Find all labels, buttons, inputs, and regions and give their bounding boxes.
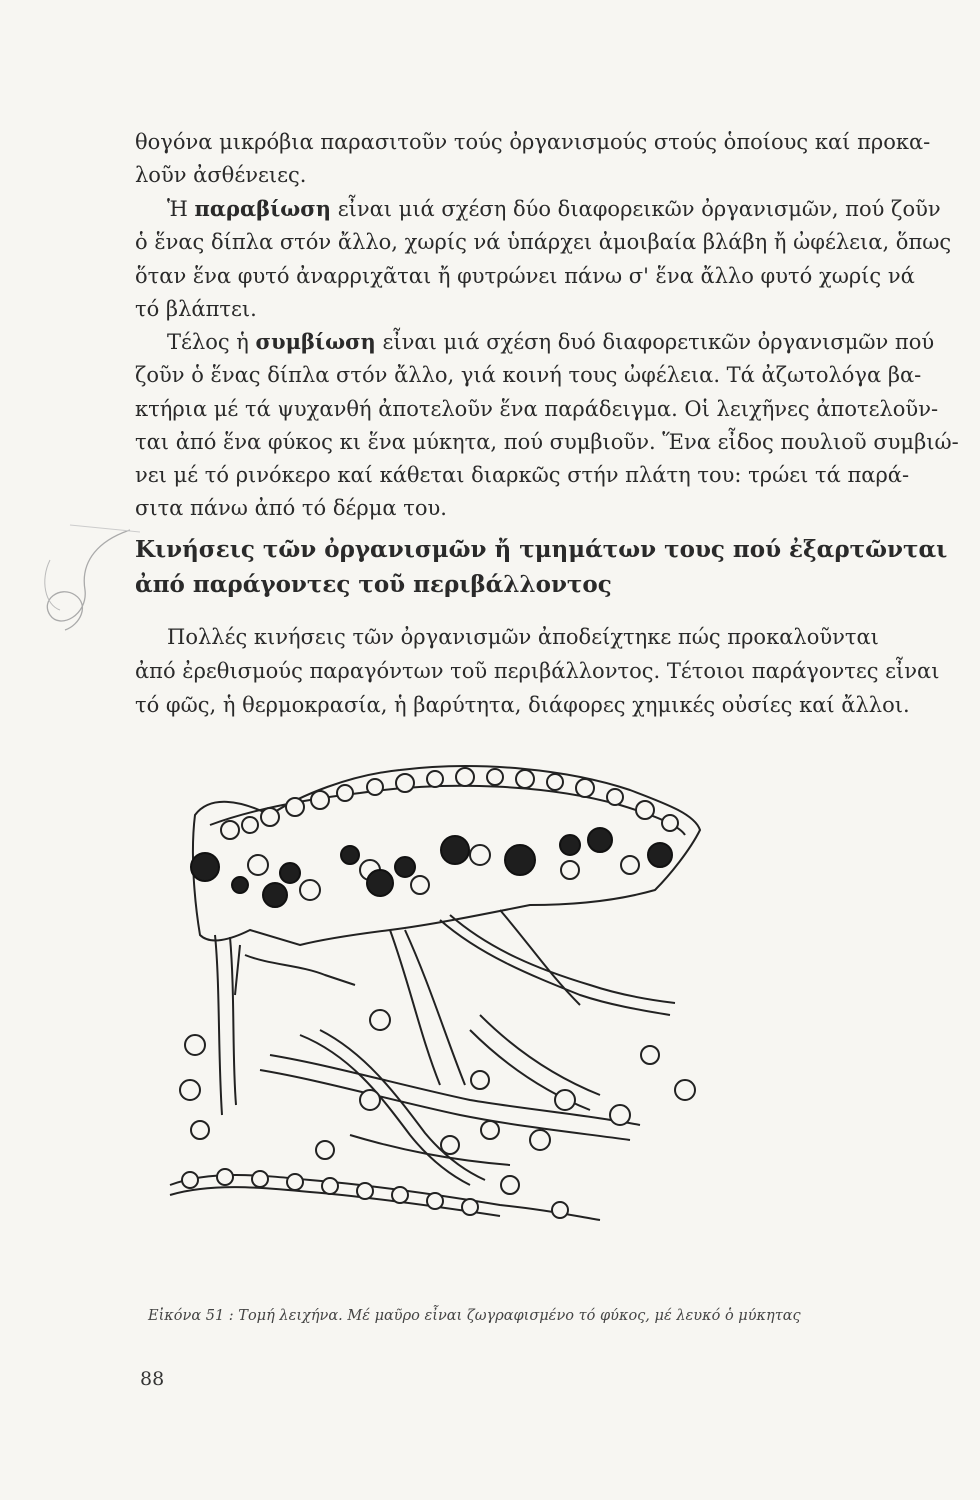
heading-line: ἀπό παράγοντες τοῦ περιβάλλοντος [135,571,612,598]
text-line [135,325,935,359]
text-line: θογόνα μικρόβια παρασιτοῦν τούς ὀργανισμούς στούς ὁποίους καί προκα- [135,130,931,154]
text-line: τό φῶς, ἡ θερμοκρασία, ἡ βαρύτητα, διάφορες χημικές οὐσίες καί ἄλλοι. [135,693,910,717]
heading-line: Κινήσεις τῶν ὀργανισμῶν ἤ τμημάτων τους πού ἐξαρτῶνται [135,536,948,563]
text-run: εἶναι μιά σχέση δυό διαφορετικῶν ὀργανισμῶν πού [375,330,935,354]
paragraph-parasitism-end [135,126,931,193]
page-number: 88 [140,1368,165,1390]
text-line: Πολλές κινήσεις τῶν ὀργανισμῶν ἀποδείχτηκε πώς προκαλοῦνται [167,625,879,649]
text-run: Ἡ [167,197,195,221]
text-line: ἀπό ἐρεθισμούς παραγόντων τοῦ περιβάλλοντος. Τέτοιοι παράγοντες εἶναι [135,659,940,683]
term-symbiosis: συμβίωση [255,329,376,354]
text-line: νει μέ τό ρινόκερο καί κάθεται διαρκῶς στήν πλάτη του: τρώει τά παρά- [135,463,910,488]
text-run: Τέλος ἡ [167,330,256,354]
text-line: κτήρια μέ τά ψυχανθή ἀποτελοῦν ἕνα παράδειγμα. Οἱ λειχῆνες ἀποτελοῦν- [135,396,939,421]
section-heading [135,532,948,602]
figure-caption: Εἰκόνα 51 : Τομή λειχήνα. Μέ μαῦρο εἶναι ζωγραφισμένο τό φύκος, μέ λευκό ὁ μύκητας [148,1308,801,1324]
text-line: ὁ ἕνας δίπλα στόν ἄλλο, χωρίς νά ὑπάρχει ἀμοιβαία βλάβη ἤ ὠφέλεια, ὅπως [135,230,952,255]
text-line: τό βλάπτει. [135,296,257,321]
pencil-annotation [30,520,140,640]
text-line: ζοῦν ὁ ἕνας δίπλα στόν ἄλλο, γιά κοινή τους ὠφέλεια. Τά ἀζωτολόγα βα- [135,363,922,388]
paragraph-parabiosis [135,192,952,326]
paragraph-symbiosis [135,325,959,526]
text-line: ται ἀπό ἕνα φύκος κι ἕνα μύκητα, πού συμβιοῦν. Ἕνα εἶδος πουλιοῦ συμβιώ- [135,429,959,454]
text-line: ὅταν ἕνα φυτό ἀναρριχᾶται ἤ φυτρώνει πάνω σ' ἕνα ἄλλο φυτό χωρίς νά [135,263,915,288]
text-run: εἶναι μιά σχέση δύο διαφορεικῶν ὀργανισμῶν, πού ζοῦν [331,197,941,221]
text-line [135,192,941,226]
text-line: λοῦν ἀσθένειες. [135,163,307,188]
lichen-cross-section-illustration [150,755,710,1225]
text-line: σιτα πάνω ἀπό τό δέρμα του. [135,496,447,521]
paragraph-movements [135,620,940,722]
term-parabiosis: παραβίωση [194,196,332,221]
